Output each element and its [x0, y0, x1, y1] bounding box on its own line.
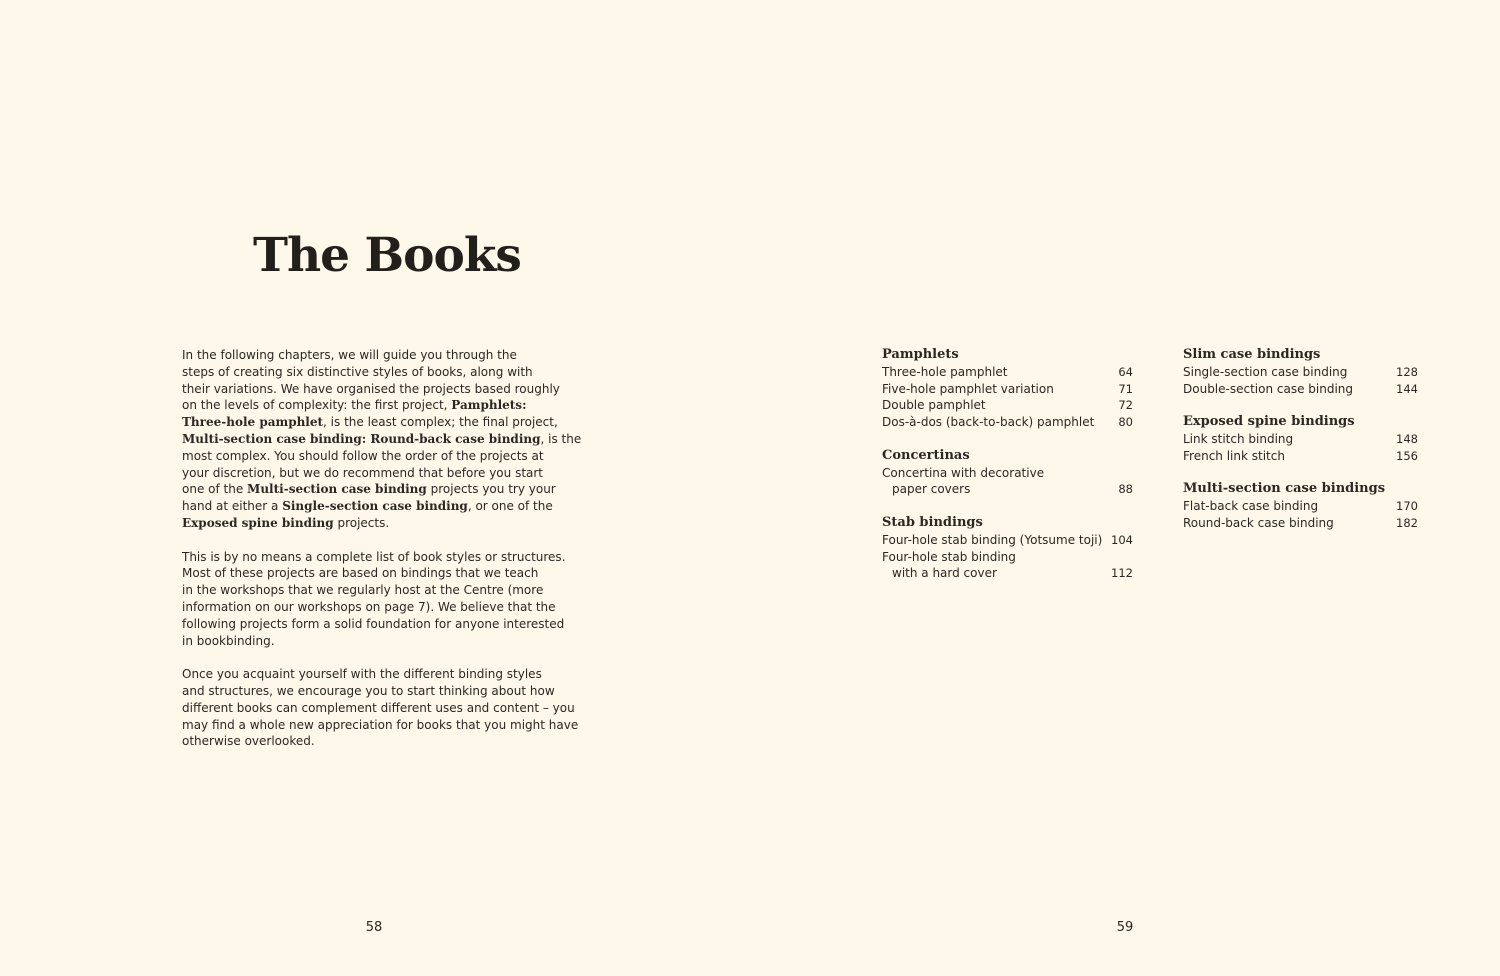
text-line [182, 599, 582, 616]
text-line [182, 481, 582, 498]
text-span: Once you acquaint yourself with the different binding styles [182, 667, 542, 682]
text-span: projects you try your [426, 482, 556, 497]
toc-entry-title [1183, 364, 1347, 381]
text-line [182, 431, 582, 448]
text-line [182, 448, 582, 465]
toc-entry-page: 182 [1396, 515, 1418, 530]
toc-entry-title [1183, 431, 1293, 448]
toc-entry-page: 148 [1396, 431, 1418, 446]
page-number-right: 59 [1116, 920, 1134, 935]
toc-section-heading: Exposed spine bindings [1183, 414, 1355, 430]
text-line [182, 565, 582, 582]
toc-entry-page: 88 [1118, 482, 1133, 497]
text-span: hand at either a [182, 499, 283, 514]
text-span: following projects form a solid foundation for anyone interested [182, 616, 565, 631]
toc-entry-page: 72 [1118, 398, 1133, 413]
toc-entry-title-continued: paper covers [892, 482, 971, 497]
toc-entry-title-line: Double-section case binding [1183, 381, 1354, 396]
toc-entry-title [882, 532, 1102, 549]
text-line [182, 549, 582, 566]
toc-entry-title-line: Three-hole pamphlet [882, 364, 1008, 379]
toc-entry[interactable] [882, 532, 1133, 549]
paragraph [182, 549, 582, 650]
toc-entry[interactable] [1183, 364, 1418, 381]
toc-entry[interactable] [882, 381, 1133, 398]
toc-entry[interactable] [882, 549, 1133, 583]
text-span: , is the least complex; the final project, [323, 415, 558, 430]
toc-section [882, 448, 1133, 498]
bold-text: Multi-section case binding [247, 482, 427, 497]
bold-text: Three-hole pamphlet [182, 415, 324, 430]
text-line [182, 616, 582, 633]
text-span: , or one of the [467, 499, 553, 514]
text-span: may find a whole new appreciation for books that you might have [182, 717, 579, 732]
toc-entry-page: 112 [1111, 566, 1133, 581]
toc-entry-title [882, 397, 986, 414]
toc-entry-title [882, 364, 1007, 381]
toc-entry-page: 80 [1118, 415, 1133, 430]
text-line [182, 381, 582, 398]
toc-entry-title [1183, 498, 1318, 515]
text-line [182, 414, 582, 431]
text-line [182, 700, 582, 717]
toc-entry-title-line: Four-hole stab binding (Yotsume toji) [882, 532, 1103, 547]
toc-entry[interactable] [1183, 515, 1418, 532]
toc-entry-title [1183, 448, 1285, 465]
text-span: steps of creating six distinctive styles of books, along with [182, 364, 533, 379]
toc-entry-title-line: Round-back case binding [1183, 515, 1334, 530]
toc-entry-title-line: Flat-back case binding [1183, 499, 1319, 514]
bold-text: Exposed spine binding [182, 515, 334, 530]
text-line [182, 364, 582, 381]
toc-section [1183, 347, 1418, 397]
toc-entry-title-line: Five-hole pamphlet variation [882, 381, 1054, 396]
toc-entry-title-line: Double pamphlet [882, 398, 986, 413]
text-span: their variations. We have organised the projects based roughly [182, 381, 560, 396]
text-span: on the levels of complexity: the first project, [182, 398, 452, 413]
toc-entry[interactable] [882, 414, 1133, 431]
toc-entry-page: 156 [1396, 448, 1418, 463]
text-line [182, 397, 582, 414]
bold-text: Multi-section case binding: Round-back case binding [182, 431, 541, 446]
paragraph [182, 666, 582, 750]
toc-entry-title [882, 414, 1094, 431]
text-span: in bookbinding. [182, 633, 275, 648]
toc-section [882, 515, 1133, 582]
text-span: and structures, we encourage you to start thinking about how [182, 683, 555, 698]
toc-entry[interactable] [882, 364, 1133, 381]
text-span: one of the [182, 482, 248, 497]
toc-column-2 [1183, 347, 1418, 549]
toc-entry[interactable] [1183, 448, 1418, 465]
text-span: different books can complement different uses and content – you [182, 700, 575, 715]
text-span: This is by no means a complete list of book styles or structures. [182, 549, 566, 564]
text-span: your discretion, but we do recommend that before you start [182, 465, 544, 480]
text-line [182, 582, 582, 599]
toc-section-heading: Concertinas [882, 447, 970, 463]
text-span: Most of these projects are based on bindings that we teach [182, 566, 539, 581]
toc-column-1 [882, 347, 1133, 599]
text-line [182, 666, 582, 683]
toc-section [1183, 481, 1418, 531]
toc-entry-page: 128 [1396, 364, 1418, 379]
toc-entry-title [1183, 381, 1353, 398]
toc-entry-title-continued: with a hard cover [892, 566, 997, 581]
text-span: projects. [333, 515, 390, 530]
text-line [182, 733, 582, 750]
toc-entry-title [882, 549, 1016, 583]
toc-entry-title [1183, 515, 1334, 532]
toc-entry-page: 144 [1396, 381, 1418, 396]
toc-entry-page: 104 [1111, 532, 1133, 547]
text-span: in the workshops that we regularly host at the Centre (more [182, 583, 544, 598]
text-span: , is the [540, 431, 582, 446]
toc-entry-title [882, 381, 1054, 398]
text-line [182, 347, 582, 364]
toc-entry-page: 71 [1118, 381, 1133, 396]
page-title: The Books [253, 228, 521, 283]
toc-entry-title-line: Four-hole stab binding [882, 549, 1016, 564]
toc-entry-title-line: French link stitch [1183, 448, 1285, 463]
text-line [182, 717, 582, 734]
toc-entry-title [882, 465, 1044, 499]
toc-section-heading: Pamphlets [882, 347, 959, 362]
toc-section [1183, 414, 1418, 464]
text-span: In the following chapters, we will guide you through the [182, 348, 517, 362]
toc-entry[interactable] [882, 465, 1133, 499]
intro-text [182, 347, 582, 767]
bold-text: Single-section case binding [282, 499, 468, 514]
toc-section-heading: Multi-section case bindings [1183, 481, 1386, 497]
toc-section-heading: Stab bindings [882, 514, 983, 530]
bold-text: Pamphlets: [451, 398, 527, 413]
toc-entry-title-line: Concertina with decorative [882, 465, 1045, 480]
toc-entry-page: 64 [1118, 364, 1133, 379]
text-line [182, 498, 582, 515]
page-number-left: 58 [365, 920, 383, 935]
text-line [182, 683, 582, 700]
toc-section-heading: Slim case bindings [1183, 347, 1321, 362]
toc-entry[interactable] [1183, 498, 1418, 515]
toc-entry-title-line: Dos-à-dos (back-to-back) pamphlet [882, 415, 1095, 430]
toc-entry[interactable] [1183, 431, 1418, 448]
text-line [182, 633, 582, 650]
text-line [182, 465, 582, 482]
toc-entry[interactable] [882, 397, 1133, 414]
toc-entry[interactable] [1183, 381, 1418, 398]
text-span: otherwise overlooked. [182, 734, 315, 749]
text-line [182, 515, 582, 532]
toc-entry-title-line: Single-section case binding [1183, 364, 1348, 379]
toc-entry-page: 170 [1396, 499, 1418, 514]
text-span: most complex. You should follow the order of the projects at [182, 448, 544, 463]
toc-section [882, 347, 1133, 431]
paragraph [182, 347, 582, 532]
text-span: information on our workshops on page 7). We believe that the [182, 599, 556, 614]
toc-entry-title-line: Link stitch binding [1183, 431, 1294, 446]
